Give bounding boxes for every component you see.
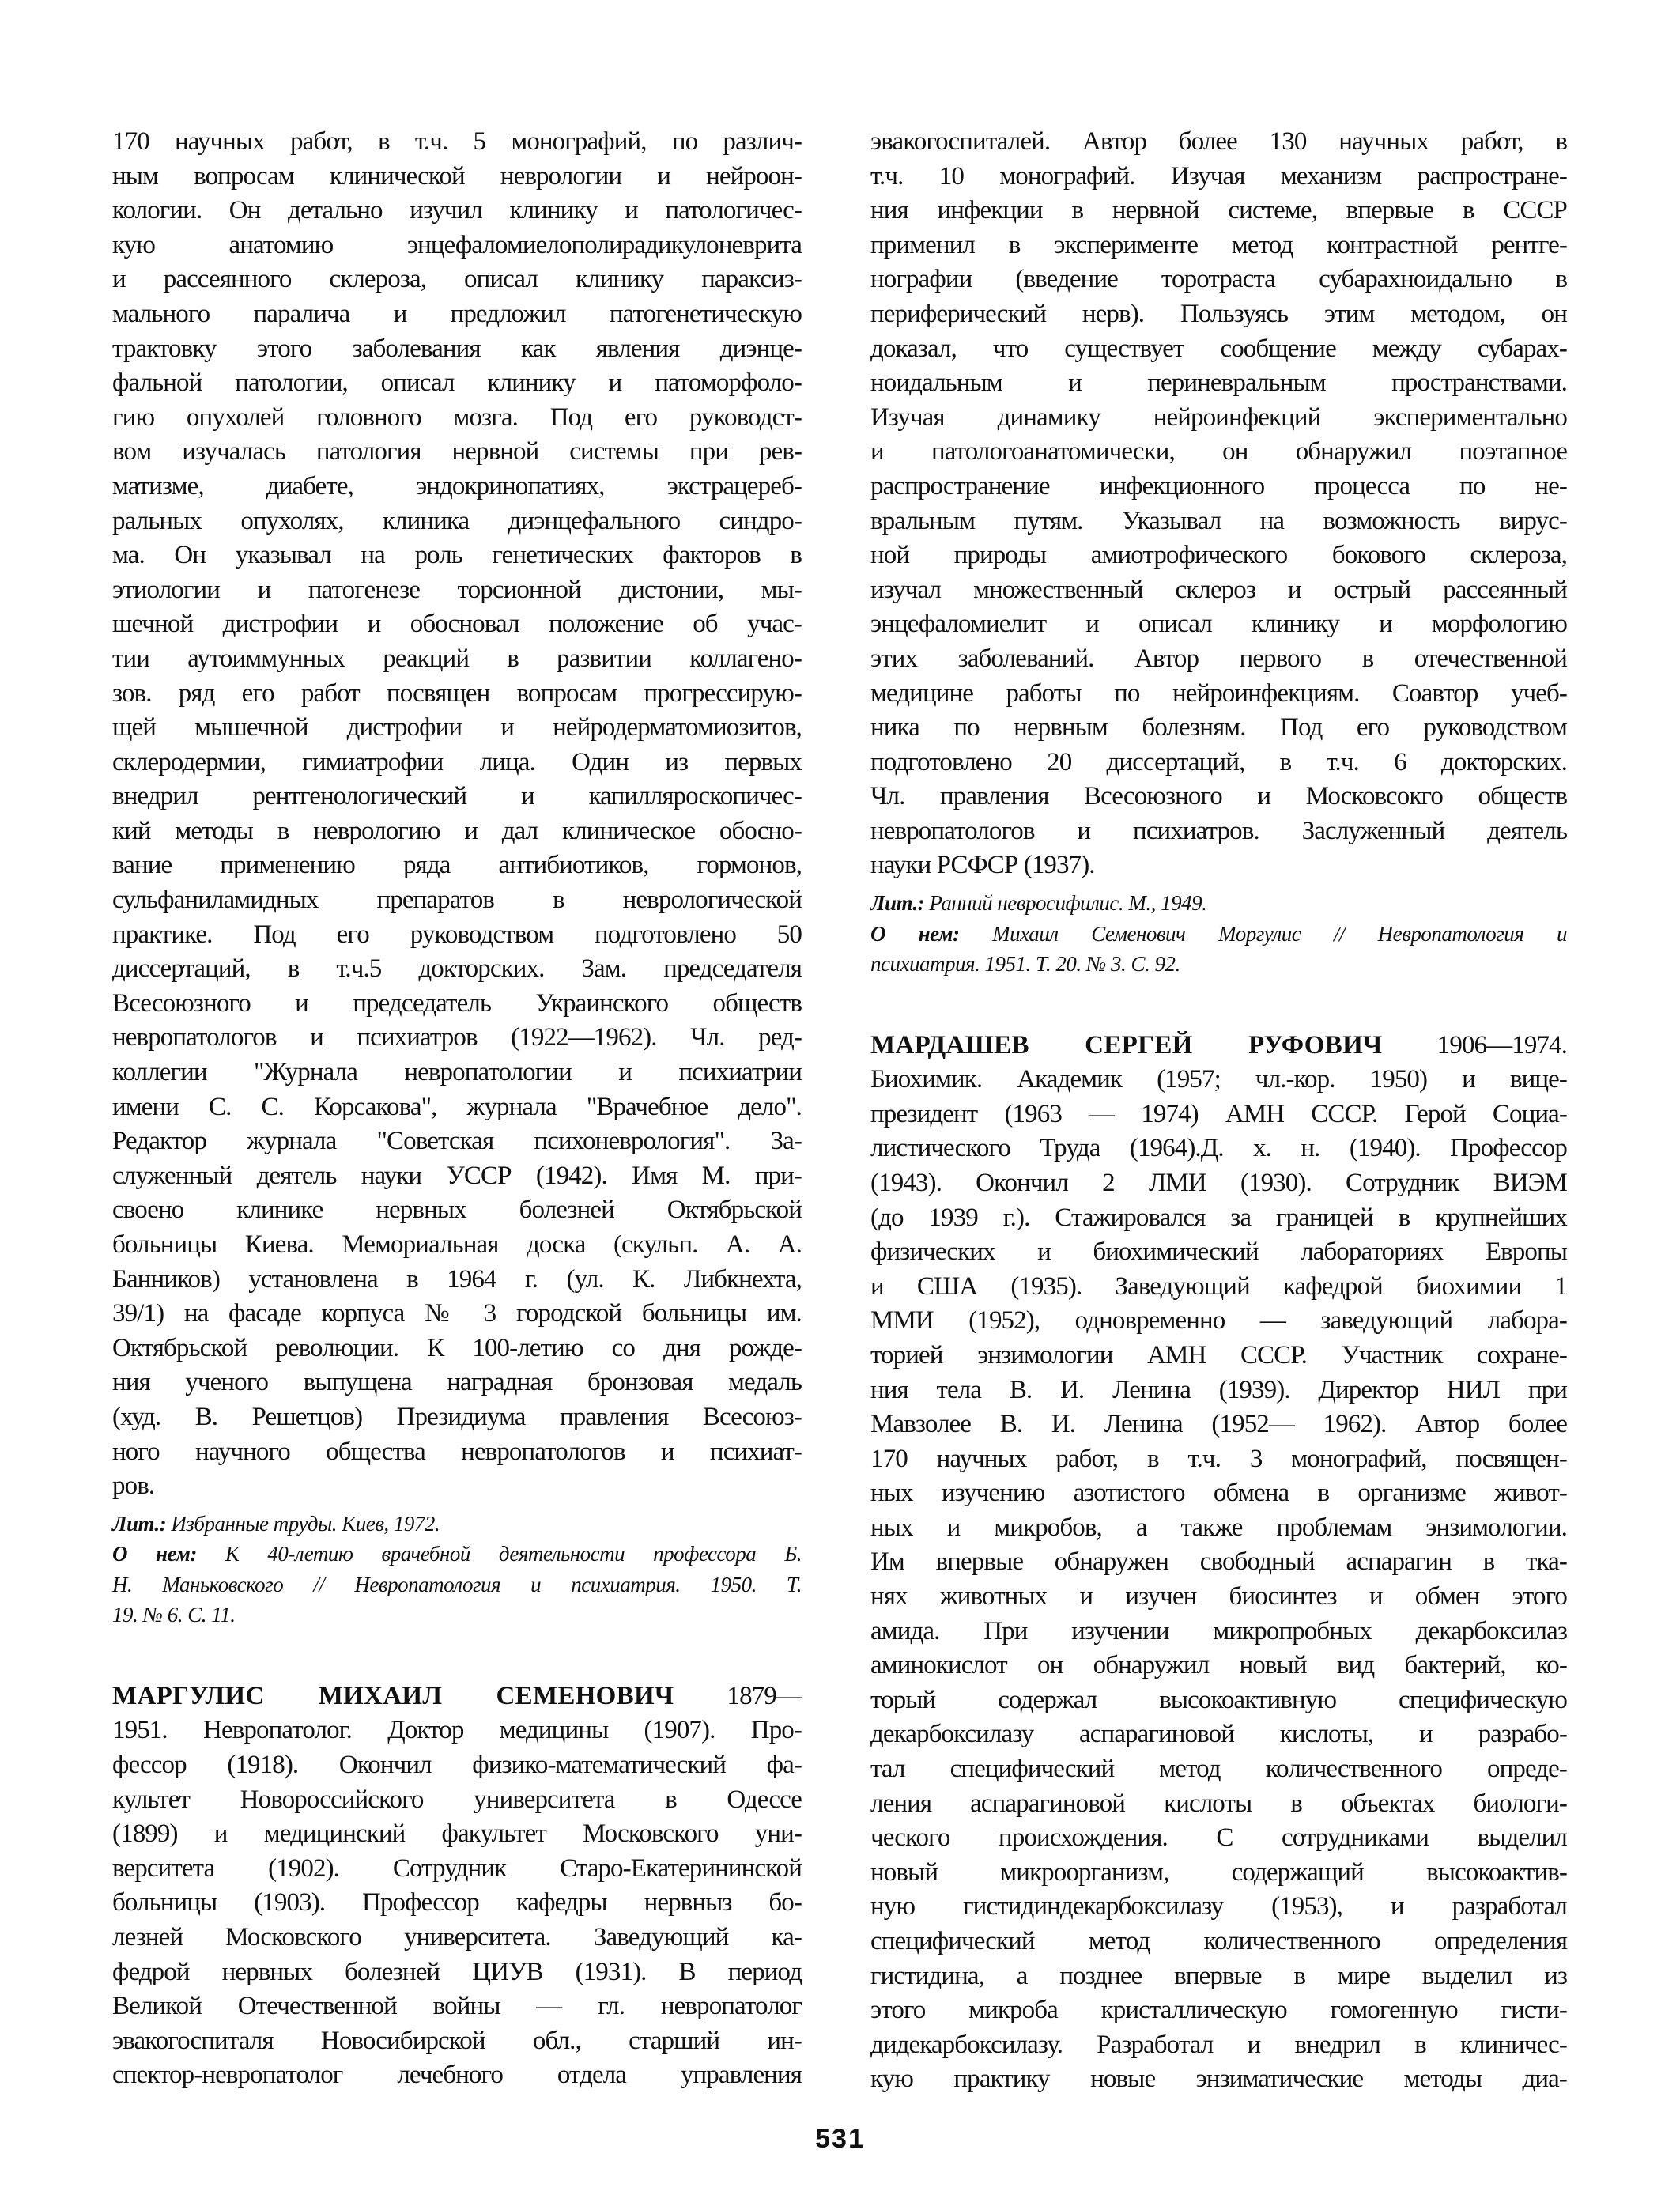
text-line: ния инфекции в нервной системе, впервые в СССР — [870, 196, 1567, 225]
bibliography-about-line: 19. № 6. С. 11. — [112, 1603, 236, 1627]
text-line: Банников) установлена в 1964 г. (ул. К. Либкнехта, — [112, 1264, 802, 1294]
entry-name: МАРГУЛИС МИХАИЛ СЕМЕНОВИЧ — [112, 1681, 674, 1710]
text-line: 39/1) на фасаде корпуса № 3 городской больницы им. — [112, 1299, 802, 1328]
entry-years: 1906—1974. — [1382, 1030, 1567, 1060]
bibliography-about-line — [112, 1539, 802, 1570]
text-line: эвакогоспиталей. Автор более 130 научных работ, в — [870, 127, 1567, 156]
text-line: ных и микробов, а также проблемам энзимологии. — [870, 1513, 1567, 1542]
text-line: 1951. Невропатолог. Доктор медицины (1907). Про- — [112, 1716, 802, 1745]
right-column — [870, 125, 1567, 2097]
text-line: практике. Под его руководством подготовлено 50 — [112, 920, 802, 949]
text-line: служенный деятель науки УССР (1942). Имя М. при- — [112, 1161, 802, 1190]
text-line: ной природы амиотрофического бокового склероза, — [870, 541, 1567, 570]
text-line: шечной дистрофии и обосновал положение об учас- — [112, 610, 802, 639]
text-line: ческого происхождения. С сотрудниками выделил — [870, 1823, 1567, 1853]
text-line: фальной патологии, описал клинику и патоморфоло- — [112, 368, 802, 398]
text-line: щей мышечной дистрофии и нейродерматомиозитов, — [112, 713, 802, 742]
page-number: 531 — [815, 2124, 865, 2154]
text-line: коллегии "Журнала невропатологии и психиатрии — [112, 1058, 802, 1087]
text-line: ления аспарагиновой кислоты в объектах биологи- — [870, 1789, 1567, 1818]
text-line: больницы (1903). Профессор кафедры нервныз бо- — [112, 1888, 802, 1917]
text-line: больницы Киева. Мемориальная доска (скульп. А. А. — [112, 1230, 802, 1259]
text-line: медицине работы по нейроинфекциям. Соавтор учеб- — [870, 678, 1567, 708]
text-line: Мавзолее В. И. Ленина (1952— 1962). Автор более — [870, 1410, 1567, 1439]
text-line: этиологии и патогенезе торсионной дистонии, мы- — [112, 575, 802, 604]
entry-name: МАРДАШЕВ СЕРГЕЙ РУФОВИЧ — [870, 1030, 1383, 1060]
text-line: ных изучению азотистого обмена в организме живот- — [870, 1479, 1567, 1508]
about-text: К 40-летию врачебной деятельности профессора Б. — [225, 1542, 802, 1566]
entry-heading-margulis — [112, 1679, 802, 1714]
bibliography-about-line: психиатрия. 1951. Т. 20. № 3. С. 92. — [870, 952, 1180, 977]
text-line: президент (1963 — 1974) АМН СССР. Герой Социа- — [870, 1099, 1567, 1128]
text-line: 170 научных работ, в т.ч. 5 монографий, по различ- — [112, 127, 802, 156]
text-line: специфический метод количественного определения — [870, 1927, 1567, 1955]
text-line: диссертаций, в т.ч.5 докторских. Зам. председателя — [112, 954, 802, 984]
text-line: эвакогоспиталя Новосибирской обл., старший ин- — [112, 2026, 802, 2055]
lit-text: Ранний невросифилис. М., 1949. — [929, 891, 1207, 916]
text-line: ную гистидиндекарбоксилазу (1953), и разработал — [870, 1892, 1567, 1921]
text-line: зов. ряд его работ посвящен вопросам прогрессирую- — [112, 678, 802, 708]
bibliography-about-line: Н. Маньковского // Невропатология и психиатрия. 1950. Т. — [112, 1572, 802, 1596]
text-line: этих заболеваний. Автор первого в отечественной — [870, 644, 1567, 673]
text-line: подготовлено 20 диссертаций, в т.ч. 6 докторских. — [870, 747, 1567, 776]
text-line: новый микроорганизм, содержащий высокоактив- — [870, 1857, 1567, 1887]
text-line: (до 1939 г.). Стажировался за границей в крупнейших — [870, 1203, 1567, 1232]
text-line: этого микроба кристаллическую гомогенную гисти- — [870, 1996, 1567, 2025]
text-line: ным вопросам клинической неврологии и нейроон- — [112, 161, 802, 191]
text-line: имени С. С. Корсакова", журнала "Врачебное дело". — [112, 1092, 802, 1121]
text-line: кую практику новые энзиматические методы диа- — [870, 2065, 1567, 2094]
text-line: спектор-невропатолог лечебного отдела управления — [112, 2061, 802, 2090]
about-text: Михаил Семенович Моргулис // Невропатология и — [992, 921, 1568, 946]
text-line: периферический нерв). Пользуясь этим методом, он — [870, 299, 1567, 328]
text-line: Биохимик. Академик (1957; чл.-кор. 1950) и вице- — [870, 1065, 1567, 1094]
text-line: т.ч. 10 монографий. Изучая механизм распростране- — [870, 161, 1567, 191]
text-line: ния тела В. И. Ленина (1939). Директор НИЛ при — [870, 1375, 1567, 1404]
text-line: верситета (1902). Сотрудник Старо-Екатерининской — [112, 1853, 802, 1883]
text-line: (худ. В. Решетцов) Президиума правления Всесоюз- — [112, 1402, 802, 1431]
text-line: кую анатомию энцефаломиелополирадикулоневрита — [112, 230, 802, 259]
text-line: тал специфический метод количественного опреде- — [870, 1755, 1567, 1784]
text-line: своено клинике нервных болезней Октябрьской — [112, 1196, 802, 1225]
text-line: Великой Отечественной войны — гл. невропатолог — [112, 1992, 802, 2021]
bibliography-works — [112, 1509, 802, 1540]
text-line: вание применению ряда антибиотиков, гормонов, — [112, 851, 802, 880]
entry-mardashev-text — [870, 1063, 1567, 2097]
text-line: матизме, диабете, эндокринопатиях, экстрацереб- — [112, 471, 802, 501]
text-line: ния ученого выпущена наградная бронзовая медаль — [112, 1368, 802, 1397]
text-line: аминокислот он обнаружил новый вид бактерий, ко- — [870, 1651, 1567, 1680]
spacer — [870, 980, 1567, 1029]
text-line: лезней Московского университета. Заведующий ка- — [112, 1922, 802, 1951]
bibliography-about-line — [870, 919, 1567, 950]
text-line: вом изучалась патология нервной системы при рев- — [112, 437, 802, 467]
text-line: декарбоксилазу аспарагиновой кислоты, и разрабо- — [870, 1720, 1567, 1749]
text-line: ров. — [112, 1472, 155, 1501]
bibliography-works — [870, 888, 1567, 919]
text-line: ральных опухолях, клиника диэнцефального синдро- — [112, 506, 802, 535]
text-line: и США (1935). Заведующий кафедрой биохимии 1 — [870, 1271, 1567, 1301]
text-line: сульфаниламидных препаратов в неврологической — [112, 886, 802, 915]
text-line: тии аутоиммунных реакций в развитии коллагено- — [112, 644, 802, 673]
text-line: ника по нервным болезням. Под его руководством — [870, 713, 1567, 742]
text-line: Октябрьской революции. К 100-летию со дня рожде- — [112, 1333, 802, 1362]
entry-continued-text — [112, 125, 802, 1504]
text-line: торый содержал высокоактивную специфическую — [870, 1685, 1567, 1714]
text-line: невропатологов и психиатров. Заслуженный деятель — [870, 816, 1567, 845]
left-column — [112, 125, 802, 2093]
text-line: вральным путям. Указывал на возможность вирус- — [870, 506, 1567, 535]
text-line: нографии (введение торотраста субарахноидально в — [870, 265, 1567, 294]
text-line: распространение инфекционного процесса по не- — [870, 471, 1567, 501]
text-line: Всесоюзного и председатель Украинского обществ — [112, 988, 802, 1018]
text-line: культет Новороссийского университета в Одессе — [112, 1785, 802, 1814]
text-line: физических и биохимический лабораториях Европы — [870, 1237, 1567, 1267]
entry-margulis-text — [112, 1713, 802, 2093]
text-line: ноидальным и периневральным пространствами. — [870, 368, 1567, 398]
entry-heading-mardashev — [870, 1029, 1567, 1063]
text-line: склеродермии, гимиатрофии лица. Один из первых — [112, 747, 802, 776]
text-line: Изучая динамику нейроинфекций экспериментально — [870, 402, 1567, 432]
text-line: Редактор журнала "Советская психоневрология". За- — [112, 1127, 802, 1156]
text-line: доказал, что существует сообщение между субарах- — [870, 334, 1567, 363]
entry-margulis-continued-text — [870, 125, 1567, 883]
lit-text: Избранные труды. Киев, 1972. — [171, 1511, 440, 1536]
spacer — [112, 1630, 802, 1679]
text-line: фессор (1918). Окончил физико-математический фа- — [112, 1750, 802, 1779]
text-line: (1943). Окончил 2 ЛМИ (1930). Сотрудник ВИЭМ — [870, 1168, 1567, 1197]
text-line: энцефаломиелит и описал клинику и морфологию — [870, 610, 1567, 639]
text-line: федрой нервных болезней ЦИУВ (1931). В период — [112, 1957, 802, 1986]
text-line: трактовку этого заболевания как явления диэнце- — [112, 334, 802, 363]
entry-years-start: 1879— — [674, 1681, 802, 1710]
text-line: ного научного общества невропатологов и психиат- — [112, 1437, 802, 1466]
text-line: кологии. Он детально изучил клинику и патологичес- — [112, 196, 802, 225]
text-line: гию опухолей головного мозга. Под его руководст- — [112, 402, 802, 432]
text-line: дидекарбоксилазу. Разработал и внедрил в клиничес- — [870, 2030, 1567, 2059]
text-line: применил в эксперименте метод контрастной рентге- — [870, 230, 1567, 259]
text-line: торией энзимологии АМН СССР. Участник сохране- — [870, 1340, 1567, 1370]
text-line: Им впервые обнаружен свободный аспарагин в тка- — [870, 1547, 1567, 1577]
text-line: науки РСФСР (1937). — [870, 851, 1095, 880]
text-line: 170 научных работ, в т.ч. 3 монографий, посвящен- — [870, 1444, 1567, 1473]
text-line: внедрил рентгенологический и капилляроскопичес- — [112, 782, 802, 811]
text-line: нях животных и изучен биосинтез и обмен этого — [870, 1582, 1567, 1611]
text-line: гистидина, а позднее впервые в мире выделил из — [870, 1961, 1567, 1990]
lit-label: Лит.: — [112, 1511, 167, 1536]
text-line: ма. Он указывал на роль генетических факторов в — [112, 541, 802, 570]
text-line: изучал множественный склероз и острый рассеянный — [870, 575, 1567, 604]
text-line: и патологоанатомически, он обнаружил поэтапное — [870, 437, 1567, 467]
text-line: и рассеянного склероза, описал клинику параксиз- — [112, 265, 802, 294]
text-line: амида. При изучении микропробных декарбоксилаз — [870, 1616, 1567, 1645]
text-line: невропатологов и психиатров (1922—1962). Чл. ред- — [112, 1023, 802, 1052]
text-line: мального паралича и предложил патогенетическую — [112, 299, 802, 328]
about-label: О нем: — [112, 1542, 197, 1566]
text-line: Чл. правления Всесоюзного и Московсокго обществ — [870, 782, 1567, 811]
text-line: ММИ (1952), одновременно — заведующий лабора- — [870, 1306, 1567, 1336]
text-line: листического Труда (1964).Д. х. н. (1940). Профессор — [870, 1134, 1567, 1163]
about-label: О нем: — [870, 921, 960, 946]
lit-label: Лит.: — [870, 891, 925, 916]
text-line: кий методы в неврологию и дал клиническое обосно- — [112, 816, 802, 845]
text-line: (1899) и медицинский факультет Московского уни- — [112, 1819, 802, 1849]
